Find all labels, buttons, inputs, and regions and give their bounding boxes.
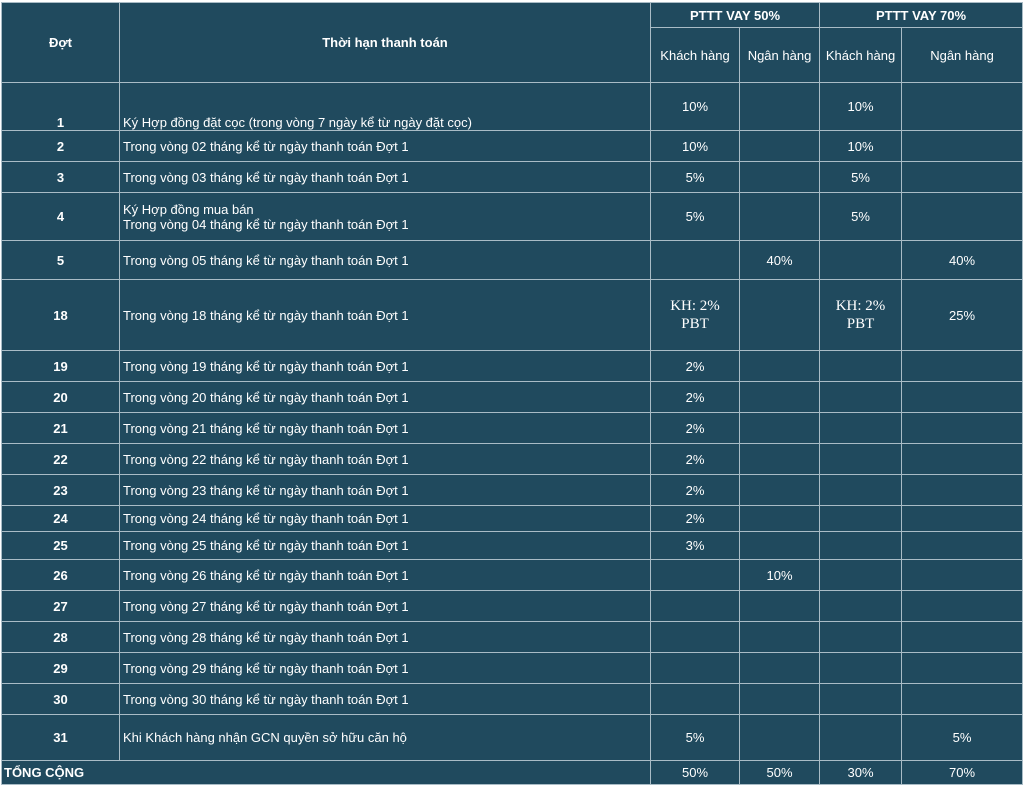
header-dot: Đợt (2, 3, 120, 83)
row-value-line: KH: 2% (670, 298, 720, 314)
row-dot: 29 (2, 653, 120, 684)
row-bank-50 (740, 506, 820, 532)
header-customer-50: Khách hàng (651, 28, 740, 83)
row-bank-70: 5% (902, 715, 1023, 761)
row-term: Trong vòng 24 tháng kể từ ngày thanh toán Đợt 1 (120, 506, 651, 532)
row-customer-50: 2% (651, 413, 740, 444)
row-term: Trong vòng 27 tháng kể từ ngày thanh toán Đợt 1 (120, 591, 651, 622)
row-customer-50: 5% (651, 715, 740, 761)
row-bank-70 (902, 653, 1023, 684)
row-dot: 23 (2, 475, 120, 506)
row-bank-70 (902, 444, 1023, 475)
row-term: Trong vòng 21 tháng kể từ ngày thanh toán Đợt 1 (120, 413, 651, 444)
row-bank-70 (902, 506, 1023, 532)
row-bank-70 (902, 83, 1023, 131)
row-bank-70: 40% (902, 241, 1023, 280)
row-bank-70 (902, 622, 1023, 653)
row-customer-70 (820, 351, 902, 382)
row-term: Trong vòng 25 tháng kể từ ngày thanh toán Đợt 1 (120, 532, 651, 560)
total-customer-50: 50% (651, 761, 740, 785)
row-term: Trong vòng 28 tháng kể từ ngày thanh toán Đợt 1 (120, 622, 651, 653)
table-row (2, 382, 1023, 413)
row-bank-50 (740, 684, 820, 715)
row-customer-70: 10% (820, 83, 902, 131)
row-customer-70 (820, 591, 902, 622)
row-dot: 2 (2, 131, 120, 162)
table-row (2, 444, 1023, 475)
row-dot: 26 (2, 560, 120, 591)
row-customer-70 (820, 382, 902, 413)
row-value-line: PBT (681, 316, 709, 332)
row-customer-50 (651, 280, 740, 351)
total-label: TỔNG CỘNG (2, 761, 651, 785)
row-bank-70: 25% (902, 280, 1023, 351)
table-row (2, 653, 1023, 684)
table-row (2, 413, 1023, 444)
row-bank-50 (740, 280, 820, 351)
row-bank-50: 40% (740, 241, 820, 280)
row-term: Trong vòng 23 tháng kể từ ngày thanh toán Đợt 1 (120, 475, 651, 506)
row-term: Trong vòng 20 tháng kể từ ngày thanh toán Đợt 1 (120, 382, 651, 413)
row-term-line: Ký Hợp đồng mua bán (123, 201, 254, 217)
header-bank-50: Ngân hàng (740, 28, 820, 83)
header-group-70: PTTT VAY 70% (820, 3, 1023, 28)
row-dot: 18 (2, 280, 120, 351)
row-dot: 3 (2, 162, 120, 193)
total-row (2, 761, 1023, 785)
row-customer-70 (820, 622, 902, 653)
row-customer-50: 2% (651, 351, 740, 382)
table-row (2, 532, 1023, 560)
row-bank-50 (740, 591, 820, 622)
table-row (2, 684, 1023, 715)
table-row (2, 715, 1023, 761)
row-dot: 22 (2, 444, 120, 475)
table-row (2, 475, 1023, 506)
row-bank-50 (740, 131, 820, 162)
row-customer-50: 5% (651, 162, 740, 193)
row-customer-70 (820, 413, 902, 444)
row-customer-50 (651, 591, 740, 622)
row-dot: 27 (2, 591, 120, 622)
row-term: Trong vòng 19 tháng kể từ ngày thanh toán Đợt 1 (120, 351, 651, 382)
table-row (2, 351, 1023, 382)
row-term: Trong vòng 29 tháng kể từ ngày thanh toán Đợt 1 (120, 653, 651, 684)
row-term: Trong vòng 18 tháng kể từ ngày thanh toán Đợt 1 (120, 280, 651, 351)
row-bank-50 (740, 351, 820, 382)
row-bank-50 (740, 622, 820, 653)
row-dot: 31 (2, 715, 120, 761)
row-term: Trong vòng 30 tháng kể từ ngày thanh toán Đợt 1 (120, 684, 651, 715)
row-bank-50 (740, 413, 820, 444)
row-bank-70 (902, 131, 1023, 162)
row-customer-70 (820, 475, 902, 506)
row-customer-70: 5% (820, 162, 902, 193)
table-row (2, 560, 1023, 591)
row-customer-50: 2% (651, 382, 740, 413)
header-bank-70: Ngân hàng (902, 28, 1023, 83)
row-bank-70 (902, 532, 1023, 560)
row-dot: 1 (2, 83, 120, 131)
total-bank-70: 70% (902, 761, 1023, 785)
row-dot: 30 (2, 684, 120, 715)
table-row (2, 241, 1023, 280)
row-bank-50 (740, 444, 820, 475)
row-customer-50 (651, 241, 740, 280)
row-customer-50 (651, 653, 740, 684)
row-customer-50: 5% (651, 193, 740, 241)
row-bank-50 (740, 83, 820, 131)
header-term: Thời hạn thanh toán (120, 3, 651, 83)
row-term: Trong vòng 26 tháng kể từ ngày thanh toán Đợt 1 (120, 560, 651, 591)
row-dot: 20 (2, 382, 120, 413)
row-bank-50 (740, 532, 820, 560)
row-customer-50: 2% (651, 444, 740, 475)
row-bank-70 (902, 382, 1023, 413)
row-term: Trong vòng 03 tháng kể từ ngày thanh toán Đợt 1 (120, 162, 651, 193)
row-bank-70 (902, 560, 1023, 591)
row-customer-70 (820, 715, 902, 761)
row-dot: 4 (2, 193, 120, 241)
table-row (2, 506, 1023, 532)
row-customer-50: 2% (651, 506, 740, 532)
row-value-line: PBT (846, 316, 875, 332)
row-customer-70 (820, 684, 902, 715)
row-customer-70: 5% (820, 193, 902, 241)
total-bank-50: 50% (740, 761, 820, 785)
row-customer-70: 10% (820, 131, 902, 162)
row-term: Trong vòng 05 tháng kể từ ngày thanh toán Đợt 1 (120, 241, 651, 280)
row-bank-70 (902, 162, 1023, 193)
row-customer-70 (820, 560, 902, 591)
row-term: Ký Hợp đồng đặt cọc (trong vòng 7 ngày kể từ ngày đặt cọc) (120, 83, 651, 131)
row-bank-70 (902, 684, 1023, 715)
total-customer-70: 30% (820, 761, 902, 785)
row-customer-70 (820, 506, 902, 532)
row-customer-50 (651, 622, 740, 653)
row-bank-70 (902, 475, 1023, 506)
row-bank-70 (902, 413, 1023, 444)
row-dot: 25 (2, 532, 120, 560)
row-term: Khi Khách hàng nhận GCN quyền sở hữu căn hộ (120, 715, 651, 761)
row-dot: 21 (2, 413, 120, 444)
row-bank-70 (902, 591, 1023, 622)
row-customer-50: 10% (651, 131, 740, 162)
row-dot: 19 (2, 351, 120, 382)
row-term (120, 193, 651, 241)
row-bank-50 (740, 653, 820, 684)
header-group-50: PTTT VAY 50% (651, 3, 820, 28)
table-row (2, 83, 1023, 131)
row-customer-50: 2% (651, 475, 740, 506)
row-dot: 24 (2, 506, 120, 532)
row-bank-50 (740, 162, 820, 193)
table-row (2, 280, 1023, 351)
row-dot: 28 (2, 622, 120, 653)
row-term-line: Trong vòng 04 tháng kể từ ngày thanh toán Đợt 1 (123, 216, 409, 232)
row-customer-50 (651, 560, 740, 591)
row-value-line: KH: 2% (835, 298, 886, 314)
row-bank-70 (902, 193, 1023, 241)
row-term: Trong vòng 22 tháng kể từ ngày thanh toán Đợt 1 (120, 444, 651, 475)
payment-schedule-table (1, 2, 1023, 785)
row-customer-50: 10% (651, 83, 740, 131)
row-term: Trong vòng 02 tháng kể từ ngày thanh toán Đợt 1 (120, 131, 651, 162)
table-row (2, 131, 1023, 162)
row-customer-70 (820, 653, 902, 684)
row-bank-50 (740, 382, 820, 413)
header-customer-70: Khách hàng (820, 28, 902, 83)
table-row (2, 162, 1023, 193)
row-customer-70 (820, 444, 902, 475)
row-bank-50 (740, 193, 820, 241)
row-bank-70 (902, 351, 1023, 382)
row-customer-50 (651, 684, 740, 715)
row-dot: 5 (2, 241, 120, 280)
row-customer-70 (820, 532, 902, 560)
row-bank-50 (740, 715, 820, 761)
row-bank-50: 10% (740, 560, 820, 591)
row-customer-70 (820, 280, 902, 351)
table-row (2, 193, 1023, 241)
table-row (2, 591, 1023, 622)
table-row (2, 622, 1023, 653)
row-bank-50 (740, 475, 820, 506)
row-customer-70 (820, 241, 902, 280)
row-customer-50: 3% (651, 532, 740, 560)
